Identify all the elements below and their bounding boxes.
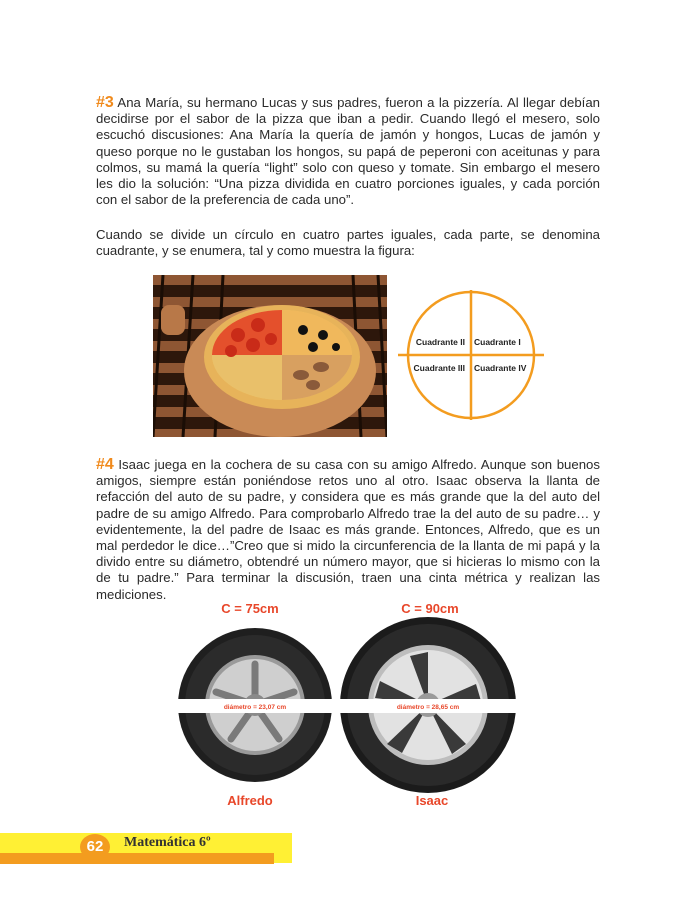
isaac-name: Isaac — [415, 793, 449, 808]
problem-3-number: #3 — [96, 94, 114, 111]
book-title: Matemática 6º — [124, 835, 211, 850]
quadrant-2-label: Cuadrante II — [415, 337, 465, 347]
quadrant-3-label: Cuadrante III — [413, 363, 465, 373]
problem-3-paragraph — [96, 95, 600, 208]
wheels-figure — [170, 598, 520, 813]
quadrant-diagram — [398, 290, 544, 440]
problem-4-number: #4 — [96, 456, 114, 473]
problem-4-paragraph — [96, 457, 600, 603]
footer-orange-band — [0, 853, 274, 864]
alfredo-circumference: C = 75cm — [221, 601, 279, 616]
problem-4-text: Isaac juega en la cochera de su casa con su amigo Alfredo. Aunque son buenos amigos, siempre están poniéndose retos uno al otro. Isaac observa la llanta de refacción del auto de su padre, y considera que es más grande que la del auto del padre de su amigo Alfredo. Para comprobarlo Alfredo trae la del auto de su padre… y evidentemente, la del padre de Isaac es más grande. Entonces, Alfredo, que es un mal perdedor le dice…”Creo que si mido la circunferencia de la llanta de mi papá y la divido entre su diámetro, obtendré un número mayor, que si hicieras lo mismo con la de tu padre.” Para terminar la discusión, traen una cinta métrica y realizan las mediciones. — [96, 457, 600, 602]
isaac-circumference: C = 90cm — [401, 601, 459, 616]
pizza-photo — [153, 275, 387, 437]
cuadrante-intro-paragraph: Cuando se divide un círculo en cuatro partes iguales, cada parte, se denomina cuadrante, y se enumera, tal y como muestra la figura: — [96, 227, 600, 259]
isaac-diameter: diámetro = 28,65 cm — [396, 704, 460, 711]
problem-3-text: Ana María, su hermano Lucas y sus padres, fueron a la pizzería. Al llegar debían decidirse por el sabor de la pizza que iban a pedir. Cuando llegó el mesero, solo escuchó discusiones: Ana María la quería de jamón y hongos, Lucas de jamón y queso porque no le gustaban los hongos, su papá de peperoni con aceitunas y para colmos, su mamá la quería “light” solo con queso y tomate. Sin embargo el mesero les dio la solución: “Una pizza dividida en cuatro porciones iguales, y cada porción con el sabor de la preferencia de cada uno”. — [96, 95, 600, 208]
quadrant-4-label: Cuadrante IV — [474, 363, 527, 373]
alfredo-name: Alfredo — [227, 793, 273, 808]
quadrant-1-label: Cuadrante I — [474, 337, 521, 347]
alfredo-diameter: diámetro = 23,07 cm — [223, 704, 287, 711]
page-number: 62 — [80, 834, 110, 860]
